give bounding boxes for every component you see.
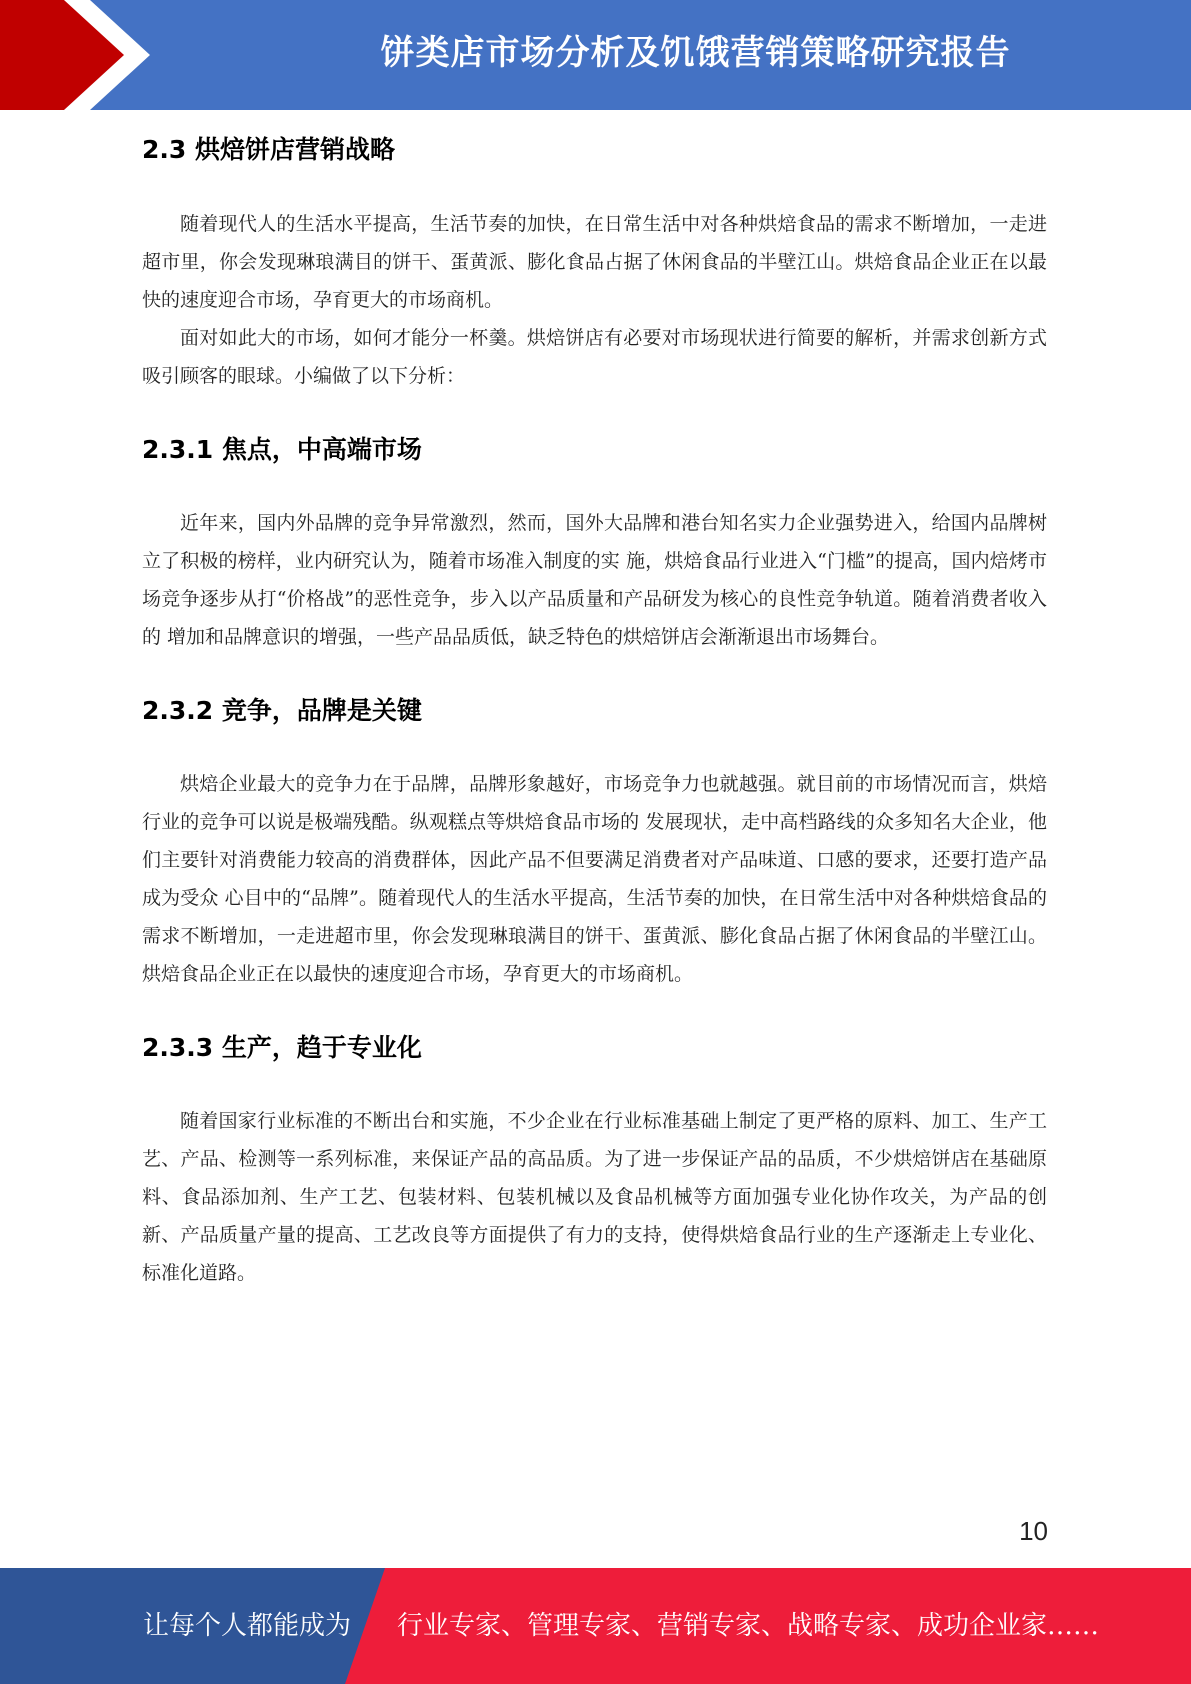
section-2-3-2 bbox=[142, 695, 1047, 993]
section-2-3-3 bbox=[142, 1032, 1047, 1292]
report-body bbox=[142, 110, 1047, 1292]
paragraph: 烘焙企业最大的竞争力在于品牌，品牌形象越好，市场竞争力也就越强。就目前的市场情况而言，烘焙行业的竞争可以说是极端残酷。纵观糕点等烘焙食品市场的 发展现状，走中高档路线的众多知名大企业，他们主要针对消费能力较高的消费群体，因此产品不但要满足消费者对产品味道、口感的要求，还要打造产品成为受众 心目中的“品牌”。随着现代人的生活水平提高，生活节奏的加快，在日常生活中对各种烘焙食品的需求不断增加，一走进超市里，你会发现琳琅满目的饼干、蛋黄派、膨化食品占据了休闲食品的半壁江山。烘焙食品企业正在以最快的速度迎合市场，孕育更大的市场商机。 bbox=[142, 773, 1047, 985]
page-number: 10 bbox=[1019, 1516, 1048, 1546]
paragraph: 随着国家行业标准的不断出台和实施，不少企业在行业标准基础上制定了更严格的原料、加工、生产工艺、产品、检测等一系列标准，来保证产品的高品质。为了进一步保证产品的品质，不少烘焙饼店在基础原料、食品添加剂、生产工艺、包装材料、包装机械以及食品机械等方面加强专业化协作攻关，为产品的创新、产品质量产量的提高、工艺改良等方面提供了有力的支持，使得烘焙食品行业的生产逐渐走上专业化、标准化道路。 bbox=[142, 1110, 1047, 1284]
section-2-3-1 bbox=[142, 434, 1047, 656]
report-title: 饼类店市场分析及饥饿营销策略研究报告 bbox=[380, 33, 1011, 73]
page-footer bbox=[0, 1568, 1191, 1684]
paragraph: 面对如此大的市场，如何才能分一杯羹。烘焙饼店有必要对市场现状进行简要的解析，并需求创新方式吸引顾客的眼球。小编做了以下分析： bbox=[142, 327, 1047, 387]
page-header bbox=[0, 0, 1191, 110]
footer-slogan-right: 行业专家、管理专家、营销专家、战略专家、成功企业家…… bbox=[397, 1611, 1100, 1641]
footer-slogan-left: 让每个人都能成为 bbox=[143, 1611, 352, 1641]
section-heading: 2.3.2 竞争，品牌是关键 bbox=[142, 696, 422, 725]
paragraph: 随着现代人的生活水平提高，生活节奏的加快，在日常生活中对各种烘焙食品的需求不断增加，一走进超市里，你会发现琳琅满目的饼干、蛋黄派、膨化食品占据了休闲食品的半壁江山。烘焙食品企业正在以最快的速度迎合市场，孕育更大的市场商机。 bbox=[142, 213, 1047, 311]
section-2-3 bbox=[142, 134, 1047, 395]
section-heading: 2.3.3 生产，趋于专业化 bbox=[142, 1033, 422, 1062]
section-heading: 2.3 烘焙饼店营销战略 bbox=[142, 135, 395, 164]
section-heading: 2.3.1 焦点，中高端市场 bbox=[142, 435, 422, 464]
paragraph: 近年来，国内外品牌的竞争异常激烈，然而，国外大品牌和港台知名实力企业强势进入，给国内品牌树立了积极的榜样，业内研究认为，随着市场准入制度的实 施，烘焙食品行业进入“门槛”的提高，国内焙烤市场竞争逐步从打“价格战”的恶性竞争，步入以产品质量和产品研发为核心的良性竞争轨道。随着消费者收入的 增加和品牌意识的增强，一些产品品质低，缺乏特色的烘焙饼店会渐渐退出市场舞台。 bbox=[142, 512, 1047, 648]
